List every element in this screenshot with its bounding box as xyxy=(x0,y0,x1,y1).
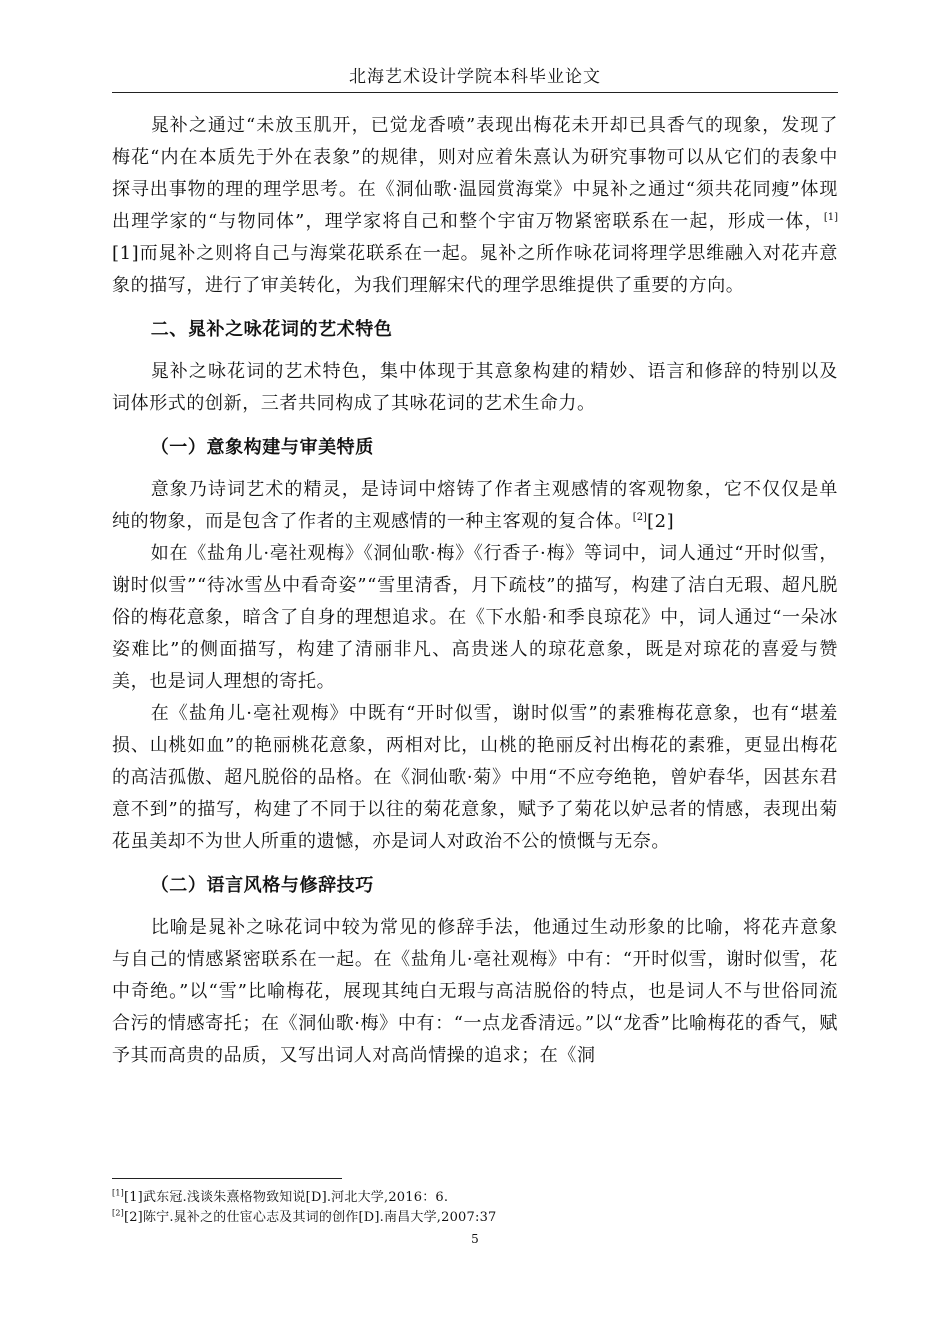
footnotes xyxy=(112,1188,838,1228)
paragraph-6: 比喻是晁补之咏花词中较为常见的修辞手法，他通过生动形象的比喻，将花卉意象与自己的情感紧密联系在一起。在《盐角儿·亳社观梅》中有：“开时似雪，谢时似雪，花中奇绝。”以“雪”比喻梅花，展现其纯白无瑕与高洁脱俗的特点，也是词人不与世俗同流合污的情感寄托；在《洞仙歌·梅》中有：“一点龙香清远。”以“龙香”比喻梅花的香气，赋予其而高贵的品质，又写出词人对高尚情操的追求；在《洞 xyxy=(112,917,838,1066)
paragraph-3 xyxy=(112,474,838,538)
footnote-2 xyxy=(112,1208,838,1228)
body-text xyxy=(112,110,838,1072)
paragraph-3-text-a: 意象乃诗词艺术的精灵，是诗词中熔铸了作者主观感情的客观物象，它不仅仅是单纯的物象，而是包含了作者的主观感情的一种主客观的复合体。 xyxy=(112,479,838,532)
page-header-title: 北海艺术设计学院本科毕业论文 xyxy=(349,67,601,87)
footnote-ref-1[interactable]: [1] xyxy=(823,212,838,223)
footnote-divider xyxy=(112,1178,342,1179)
paragraph-5: 在《盐角儿·亳社观梅》中既有“开时似雪，谢时似雪”的素雅梅花意象，也有“堪羞损、山桃如血”的艳丽桃花意象，两相对比，山桃的艳丽反衬出梅花的素雅，更显出梅花的高洁孤傲、超凡脱俗的品格。在《洞仙歌·菊》中用“不应夸绝艳，曾妒春华，因甚东君意不到”的描写，构建了不同于以往的菊花意象，赋予了菊花以妒忌者的情感，表现出菊花虽美却不为世人所重的遗憾，亦是词人对政治不公的愤慨与无奈。 xyxy=(112,703,838,852)
footnote-text-2: [2]陈宁.晁补之的仕宦心志及其词的创作[D].南昌大学,2007:37 xyxy=(123,1210,497,1225)
footnote-ref-2[interactable]: [2] xyxy=(632,512,647,523)
footnote-mark-1: [1] xyxy=(112,1188,124,1198)
paragraph-3-text-b: [2] xyxy=(646,511,675,532)
footnote-text-1: [1]武东冠.浅谈朱熹格物致知说[D].河北大学,2016：6. xyxy=(123,1190,449,1205)
paragraph-2: 晁补之咏花词的艺术特色，集中体现于其意象构建的精妙、语言和修辞的特别以及词体形式的创新，三者共同构成了其咏花词的艺术生命力。 xyxy=(112,361,838,414)
paragraph-4: 如在《盐角儿·亳社观梅》《洞仙歌·梅》《行香子·梅》等词中，词人通过“开时似雪，谢时似雪”“待冰雪丛中看奇姿”“雪里清香，月下疏枝”的描写，构建了洁白无瑕、超凡脱俗的梅花意象，暗含了自身的理想追求。在《下水船·和季良琼花》中，词人通过“一朵冰姿难比”的侧面描写，构建了清丽非凡、高贵迷人的琼花意象，既是对琼花的喜爱与赞美，也是词人理想的寄托。 xyxy=(112,543,838,692)
subsection-heading-1: （一）意象构建与审美特质 xyxy=(150,437,374,458)
footnote-mark-2: [2] xyxy=(112,1208,124,1218)
page-number: 5 xyxy=(471,1232,479,1246)
paragraph-1 xyxy=(112,110,838,302)
paragraph-1-text-a: 晁补之通过“未放玉肌开，已觉龙香喷”表现出梅花未开却已具香气的现象，发现了梅花“内在本质先于外在表象”的规律，则对应着朱熹认为研究事物可以从它们的表象中探寻出事物的理的理学思考。在《洞仙歌·温园赏海棠》中晁补之通过“须共花同瘦”体现出理学家的“与物同体”，理学家将自己和整个宇宙万物紧密联系在一起，形成一体， xyxy=(112,115,838,232)
footnote-1 xyxy=(112,1188,838,1208)
subsection-heading-2: （二）语言风格与修辞技巧 xyxy=(150,875,374,896)
header-divider xyxy=(112,92,838,93)
section-heading-2: 二、晁补之咏花词的艺术特色 xyxy=(150,319,393,340)
paragraph-1-text-b: [1]而晁补之则将自己与海棠花联系在一起。晁补之所作咏花词将理学思维融入对花卉意象的描写，进行了审美转化，为我们理解宋代的理学思维提供了重要的方向。 xyxy=(112,243,838,296)
